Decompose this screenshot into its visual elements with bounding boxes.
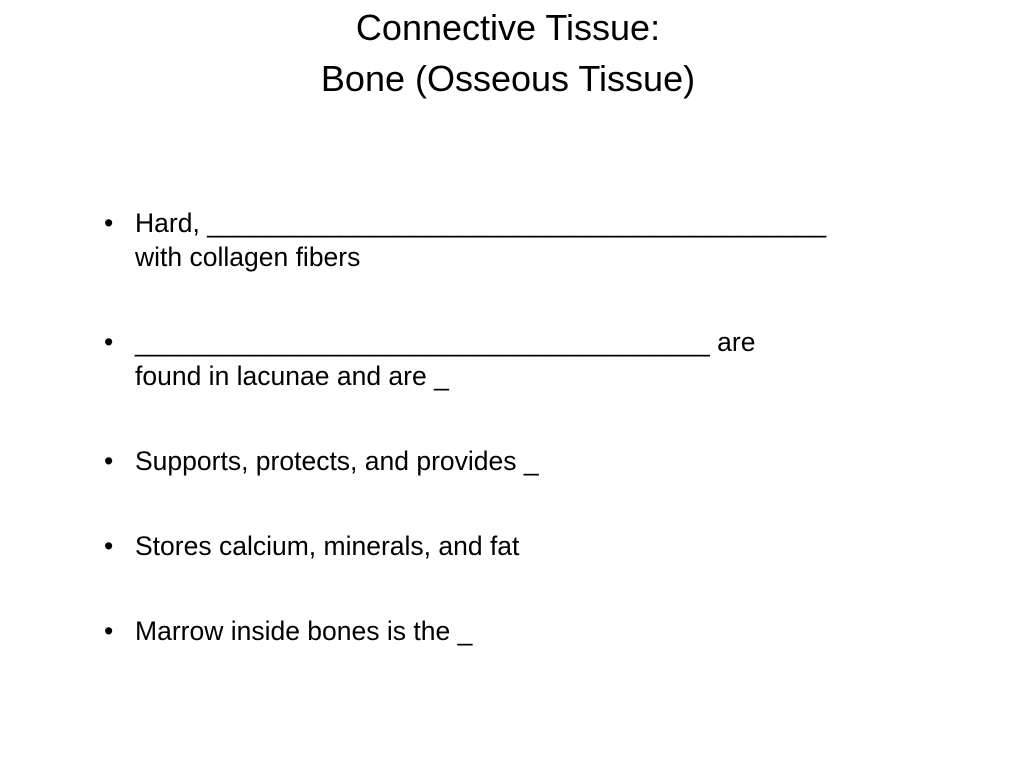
bullet-dot-icon: • — [104, 208, 114, 238]
bullet-text-line: Stores calcium, minerals, and fat — [135, 531, 520, 561]
bullet-dot-icon: • — [104, 616, 114, 646]
title-line-1: Connective Tissue: — [355, 7, 661, 48]
bullet-dot-icon: • — [104, 531, 114, 561]
bullet-text-line: Supports, protects, and provides _ — [135, 446, 539, 476]
bullet-item-stores — [104, 529, 904, 563]
bullet-text-line: Marrow inside bones is the _ — [135, 616, 473, 646]
title-line-2: Bone (Osseous Tissue) — [320, 58, 696, 99]
bullet-item-marrow — [104, 614, 904, 648]
bullet-text-line: found in lacunae and are _ — [135, 361, 449, 391]
slide-title — [0, 2, 1016, 104]
bullet-item-hard — [104, 206, 904, 274]
bullet-text-line: with collagen fibers — [135, 242, 361, 272]
bullet-text-line: _______________________________________ are — [135, 327, 756, 357]
bullet-dot-icon: • — [104, 446, 114, 476]
bullet-dot-icon: • — [104, 327, 114, 357]
bullet-text-line: Hard, __________________________________________ — [135, 208, 827, 238]
bullet-item-lacunae — [104, 325, 904, 393]
bullet-list — [104, 206, 904, 699]
bullet-item-supports — [104, 444, 904, 478]
